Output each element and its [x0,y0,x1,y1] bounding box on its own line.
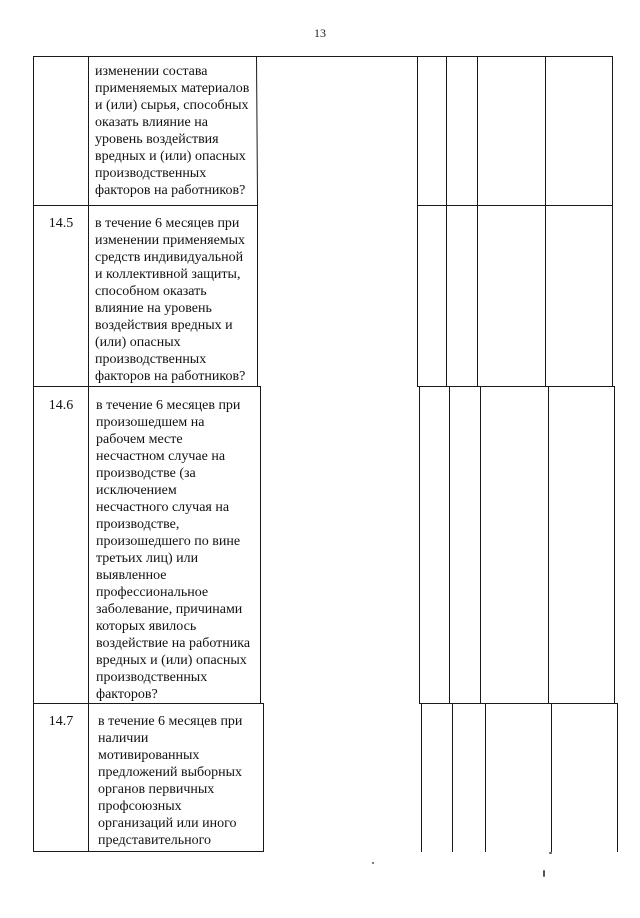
table-border-right [617,703,618,852]
table-cell-number: 14.7 [48,714,74,729]
page-number: 13 [314,26,326,40]
table-cell-text: изменении состава применяемых материалов и (или) сырья, способных оказать влияние на уровень воздействия вредных и (или) опасных производственных факторов на работников? [95,64,250,198]
row-divider [420,703,618,704]
row-divider [417,205,613,206]
table-border-bottom [33,851,264,852]
table-border-right [612,56,613,387]
column-divider-text [257,205,258,387]
row-divider [33,386,260,387]
scan-speck [372,862,374,864]
table-border-top [33,56,613,57]
column-divider-text [263,703,264,852]
column-divider-4 [548,386,549,704]
table-border-left [33,56,34,851]
scan-speck [549,852,552,854]
scan-speck [543,870,545,877]
table-cell-text: в течение 6 месяцев при произошедшем на рабочем месте несчастном случае на производстве (за исключением несчастного случая на производстве, произошедшего по вине третьих лиц) или выявленное профессиональное заболевание, причинами которых явилось воздействие на работника вредных и (или) опасных производственных факторов? [96,398,251,702]
column-divider-2 [449,386,450,704]
column-divider-3 [480,386,481,704]
row-divider [33,703,263,704]
column-divider-1 [419,386,420,704]
table-cell-number: 14.5 [48,216,74,231]
column-divider-3 [485,703,486,852]
table-cell-number: 14.6 [48,398,74,413]
row-divider [33,205,257,206]
table-border-right [614,386,615,704]
column-divider-2 [452,703,453,852]
column-divider-1 [417,56,418,387]
column-divider-2 [446,56,447,387]
column-divider-1 [421,703,422,852]
column-divider-text [256,56,258,206]
table-cell-text: в течение 6 месяцев при изменении применяемых средств индивидуальной и коллективной защиты, способном оказать влияние на уровень воздействия вредных и (или) опасных производственных факторов на работников? [95,216,246,384]
row-divider [418,386,615,387]
column-divider-4 [545,56,546,387]
column-divider-3 [477,56,478,387]
column-divider-4 [551,703,552,852]
column-divider-number [88,56,89,851]
table-cell-text: в течение 6 месяцев при наличии мотивированных предложений выборных органов первичных профсоюзных организаций или иного представительного [98,714,243,848]
